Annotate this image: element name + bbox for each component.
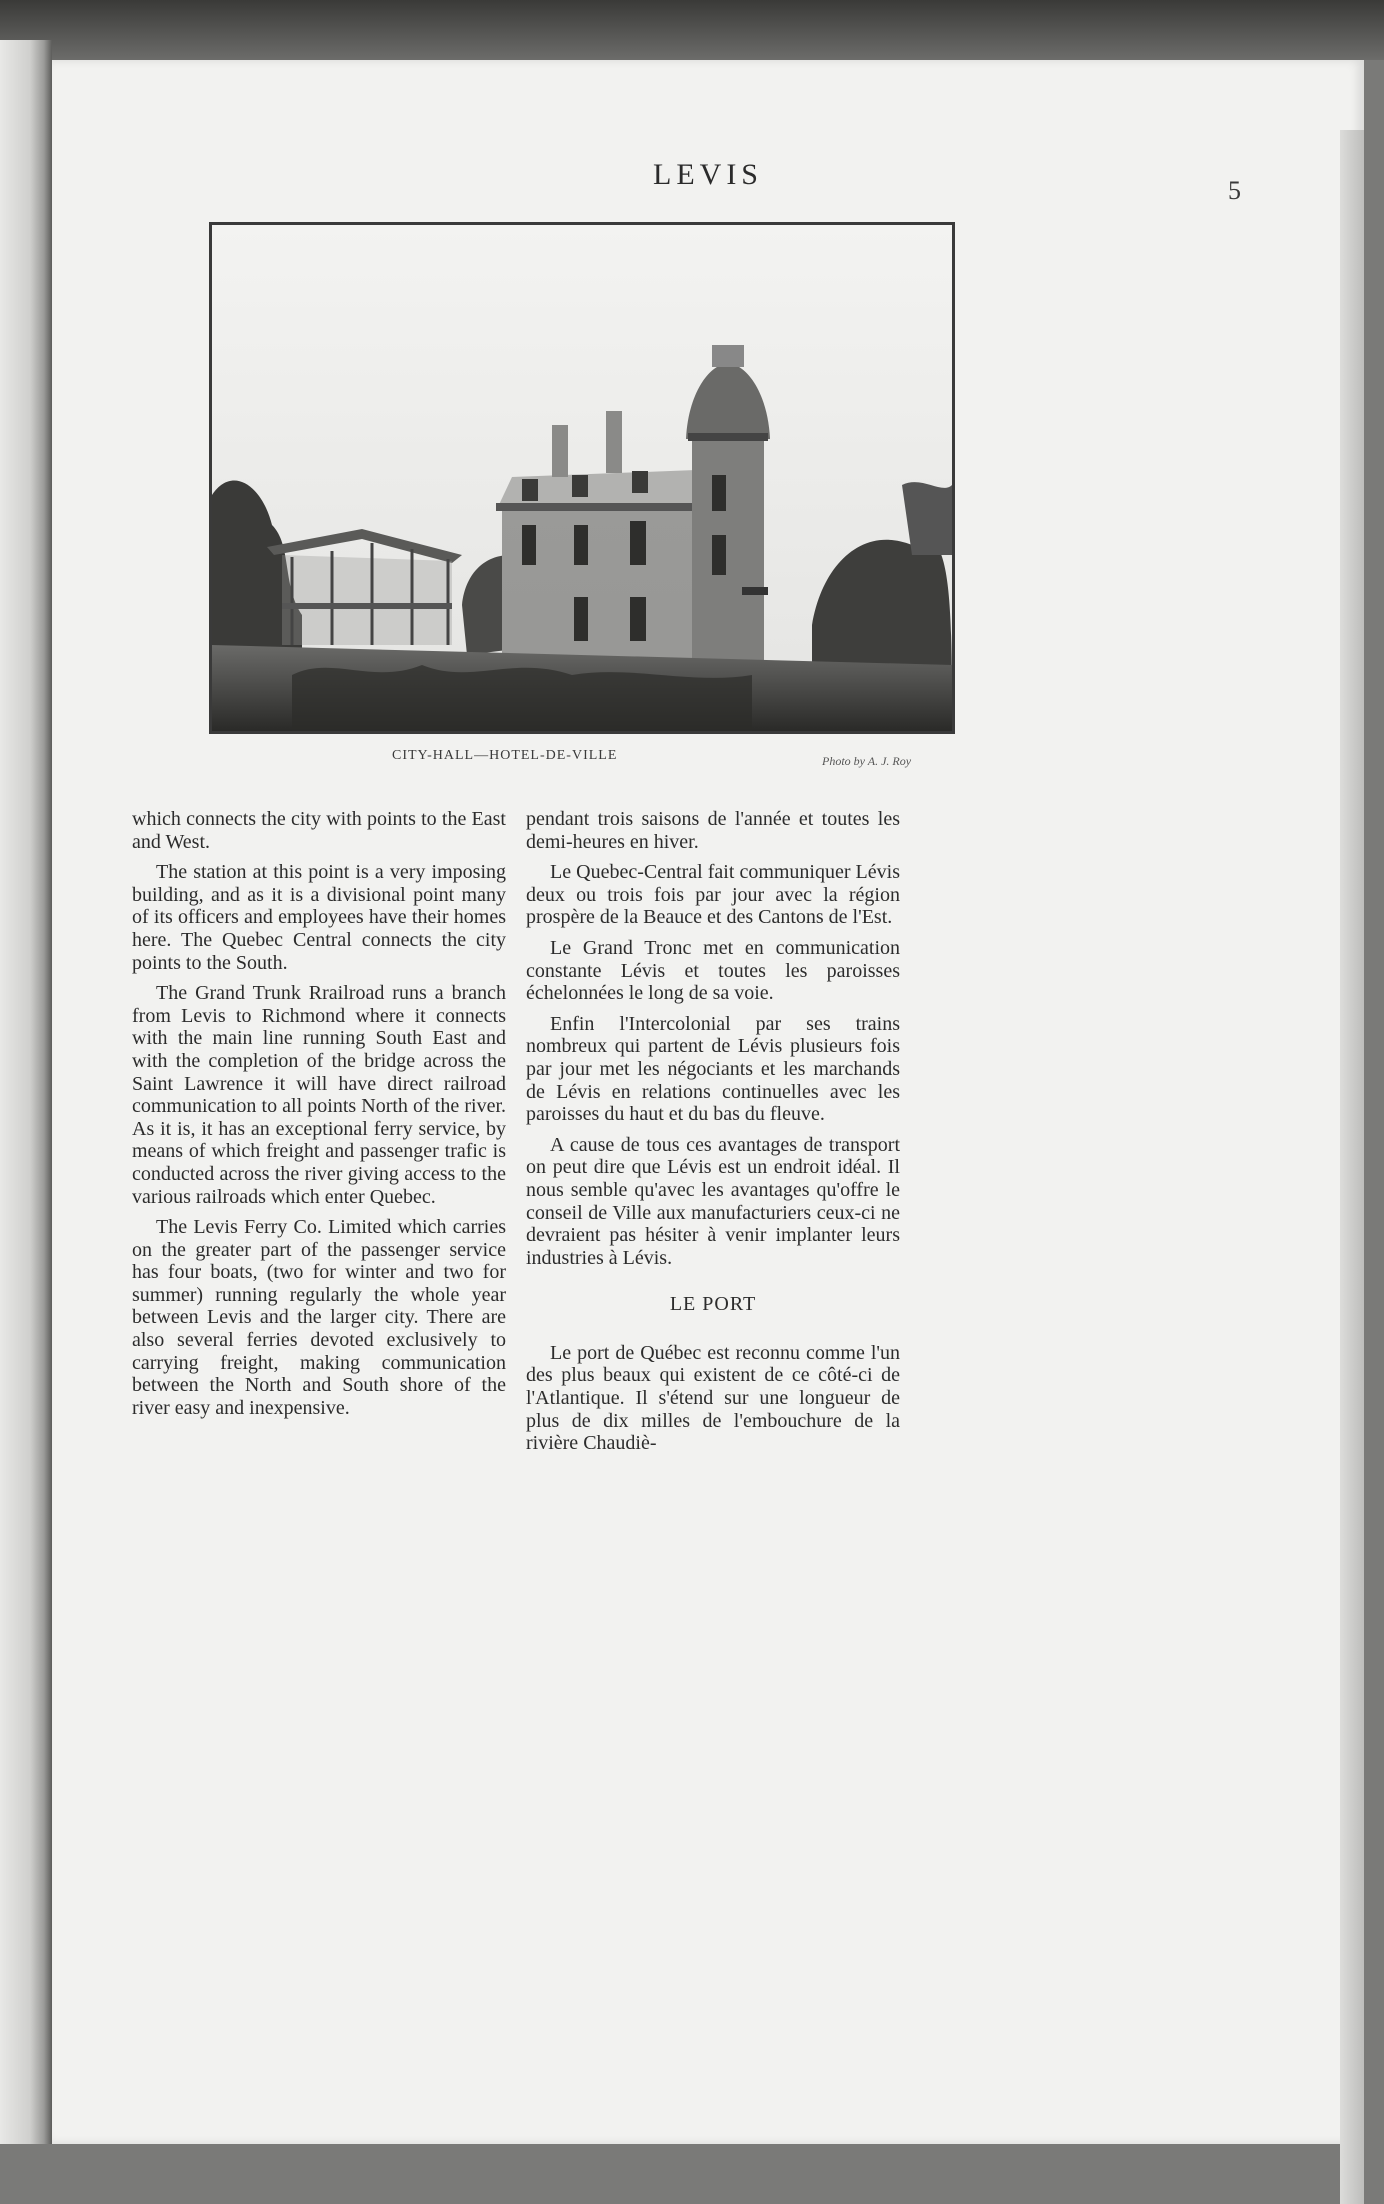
- left-column: [132, 808, 506, 1419]
- city-hall-illustration: [212, 225, 952, 731]
- paragraph: pendant trois saisons de l'année et toutes les demi-heures en hiver.: [526, 808, 900, 853]
- running-title: LEVIS: [653, 158, 763, 191]
- page-edge-shadow: [1340, 130, 1364, 2204]
- paragraph: A cause de tous ces avantages de transport on peut dire que Lévis est un endroit idéal. Il nous semble qu'avec les avantages qu'offre le conseil de Ville aux manufacturiers ceux-ci ne devraient pas hésiter à venir implanter leurs industries à Lévis.: [526, 1133, 900, 1269]
- paragraph: Le Quebec-Central fait communiquer Lévis deux ou trois fois par jour avec la région prospère de la Beauce et des Cantons de l'Est.: [526, 861, 900, 929]
- paragraph: Le Grand Tronc met en communication constante Lévis et toutes les paroisses échelonnées le long de sa voie.: [526, 936, 900, 1005]
- paragraph: The station at this point is a very imposing building, and as it is a divisional point many of its officers and employees have their homes here. The Quebec Central connects the city points to the South.: [132, 861, 506, 974]
- paragraph: Enfin l'Intercolonial par ses trains nombreux qui partent de Lévis plusieurs fois par jour met les négociants et les marchands de Lévis en relations continuelles avec les paroisses du haut et du bas du fleuve.: [526, 1012, 900, 1126]
- paragraph: The Levis Ferry Co. Limited which carries on the greater part of the passenger service has four boats, (two for winter and two for summer) running regularly the whole year between Levis and the larger city. There are also several ferries devoted exclusively to carrying freight, making communication between the North and South shore of the river easy and inexpensive.: [132, 1216, 506, 1419]
- city-hall-photo: [209, 222, 955, 734]
- book-left-edge: [0, 40, 52, 2144]
- right-column: [526, 808, 900, 1455]
- book-page: [52, 60, 1364, 2144]
- paragraph: The Grand Trunk Rrailroad runs a branch from Levis to Richmond where it connects with the main line running South East and with the completion of the bridge across the Saint Lawrence it will have direct railroad communication to all points North of the river. As it is, it has an exceptional ferry service, by means of which freight and passenger trafic is conducted across the river giving access to the various railroads which enter Quebec.: [132, 982, 506, 1208]
- section-heading: LE PORT: [669, 1293, 757, 1316]
- page-number: 5: [1228, 176, 1241, 205]
- photo-caption: CITY-HALL—HOTEL-DE-VILLE: [392, 748, 618, 763]
- paragraph: which connects the city with points to the East and West.: [132, 808, 506, 853]
- scan-background-top: [0, 0, 1384, 60]
- paragraph: Le port de Québec est reconnu comme l'un des plus beaux qui existent de ce côté-ci de l'Atlantique. Il s'étend sur une longueur de plus de dix milles de l'embouchure de la rivière Chaudiè-: [526, 1341, 900, 1455]
- photo-credit: Photo by A. J. Roy: [822, 754, 912, 768]
